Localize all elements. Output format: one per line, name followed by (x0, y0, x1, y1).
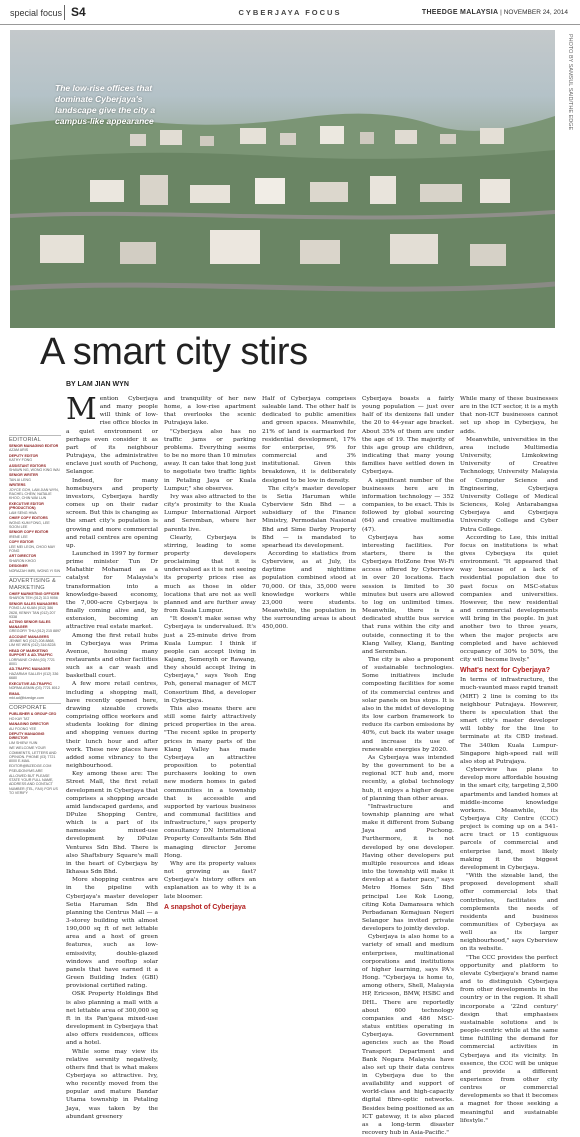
paragraph-text: ention Cyberjaya and many people will think of low-rise office blocks in a quiet environment or perhaps even consider it as part of its neighbour Putrajaya, the administrative enclave just south of Puchong, Selangor. (66, 396, 158, 476)
issue-date: NOVEMBER 24, 2014 (503, 9, 568, 16)
article-column-2 (164, 395, 256, 913)
article-paragraph: "Cyberjaya also has no traffic jams or parking problems. Everything seems to be no more than 10 minutes away. It can take that long just to negotiate two traffic lights in Petaling Jaya or Kuala Lumpur," she observes. (164, 428, 256, 492)
staff-name: IRENE LEE (9, 534, 28, 539)
staff-role: SENIOR SALES MANAGERS (9, 601, 58, 606)
staff-role: SENIOR WRITER (9, 473, 38, 478)
staff-role: EMAIL (9, 691, 21, 696)
staff-name: mkt.ad@bizedge.com (9, 695, 44, 700)
staff-name: GREGORY THU (012) 215 8897 (9, 629, 61, 634)
staff-role: ACCOUNT MANAGERS (9, 634, 49, 639)
staff-role: AD-TRAFFIC MANAGER (9, 667, 51, 672)
article-column-1 (66, 392, 158, 1121)
article-paragraph: Clearly, Cyberjaya is stirring, leading to some property developers proclaiming that it is undervalued as it is not seeing its property prices rise as much as those in older locations that are not as well planned and are further away from Kuala Lumpur. (164, 534, 256, 615)
subhead-whats-next: What's next for Cyberjaya? (460, 667, 550, 675)
article-paragraph: "Infrastructure and township planning are what make it different from Subang Jaya and Puchong. Furthermore, it is not developed by one developer. Having other developers put multiple resources and ideas into the township will make it develop at a faster pace," says Metro Homes Sdn Bhd principal Lee Kok Loong, citing Kota Damansara which Perbadanan Kemajuan Negeri Selangor has invited private developers to jointly develop. (362, 803, 454, 933)
staff-name: LAM SENG HWA (9, 510, 37, 515)
article-paragraph: In terms of infrastructure, the much-vaunted mass rapid transit (MRT) 2 line is coming to its neighbour Putrajaya. However, there is speculation that the smart city's master developer will lobby for the line to terminate at its CBD instead. The 340km Kuala Lumpur-Singapore high-speed rail will also stop at Putrajaya. (460, 677, 559, 765)
article-paragraph: Key among these are: The Street Mall, the first retail development in Cyberjaya that comprises a shopping arcade amid landscaped gardens, and DPulze Shopping Centre, which is a part of its namesake mixed-use development by DPulze Ventures Sdn Bhd. There is also Shaftsbury Square's mall in the heart of Cyberjaya by Ikhasas Sdn Bhd. (66, 771, 158, 876)
staff-role: ACTING SENIOR SALES MANAGER (9, 620, 51, 629)
staff-name: KATHY FONG (9, 458, 33, 463)
staff-name: SHARON KHOO (9, 558, 36, 563)
staff-name: FONG LAI KUAN (012) 386 2628, KENNY TAN (012) 207 9338 (9, 606, 56, 619)
sidebar-heading: ADVERTISING & MARKETING (9, 576, 61, 592)
staff-name: NORAZAH IMRI, WONG YI SIN (9, 568, 61, 573)
staff-role: PUBLISHER & GROUP CEO (9, 712, 57, 717)
article-column-3 (262, 395, 356, 632)
staff-role: EXECUTIVE AD-TRAFFIC (9, 681, 52, 686)
staff-name: JENNIE NG (012) 208 8868, LIM KE WEN (012) 316 8228 (9, 639, 56, 648)
staff-sidebar (9, 432, 61, 797)
article-headline: A smart city stirs (40, 331, 308, 373)
article-paragraph: According to statistics from Cyberview, as at July, its daytime and nighttime population combined stood at 70,000. Of this, 35,000 were knowledge workers while 23,000 were students. Meanwhile, the population in the surrounding areas is about 450,000. (262, 550, 356, 631)
aerial-scene (10, 30, 555, 328)
article-paragraph: "With the sizeable land, the proposed development shall offer commercial lots that contributes, facilitates and complements the needs of residents and business communities of Cyberjaya as well as its larger neighbourhood," says Cyberview on its website. (460, 873, 558, 953)
article-paragraph: While some may view its relative serenity negatively, others find that is what makes Cyberjaya so attractive. Ivy, who recently moved from the popular and mature Bandar Utama township in Petaling Jaya, was taken by the abundant greenery (66, 1048, 158, 1120)
staff-name: AZAM ARIS (9, 448, 29, 453)
photo-caption: The low-rise offices that dominate Cyberjaya's landscape give the city a campus-like appearance (55, 83, 156, 126)
article-paragraph: Why are its property values not growing as fast? Cyberjaya's history offers an explanation as to why it is a late bloomer. (164, 860, 256, 900)
subhead-snapshot: A snapshot of Cyberjaya (164, 903, 246, 911)
article-column-5 (460, 395, 558, 1125)
staff-role: EXECUTIVE EDITOR (PRODUCTION) (9, 501, 44, 511)
staff-role: SENIOR COPY EDITOR (9, 530, 49, 535)
article-paragraph: A few more retail centres, including a shopping mall, have recently opened here, drawing sizeable crowds comprising office workers and students looking for dining and shopping venues during their lunch hour and after work. These new places have added some vibrancy to the neighbourhood. (66, 681, 158, 770)
article-paragraph: OSK Property Holdings Bhd is also planning a mall with a net lettable area of 300,000 sq ft in its Pan'gaea mixed-use development in Cyberjaya that also offers residences, offices and a hotel. (66, 991, 158, 1047)
article-paragraph: Half of Cyberjaya comprises saleable land. The other half is dedicated to public amenities and green spaces. Meanwhile, 21% of land is earmarked for residential development, 17% for enterprise, 9% for commercial and 3% institutional. Given this breakdown, it is deliberately designed to be low in density. (262, 396, 356, 484)
focus-label: CYBERJAYA FOCUS (238, 8, 342, 17)
article-paragraph: According to Lee, this initial focus on institutions is what gives Cyberjaya its quiet environment. "It appeared that way because of a lack of residential population due to past focus on MSC-status companies and universities. However, the new residential and commercial developments will bring in the people. In just another two to three years, when the major projects are completed and have achieved occupancy of 30% to 50%, the city will become lively." (460, 534, 558, 663)
article-paragraph: While many of these businesses are in the ICT sector, it is a myth that non-ICT businesses cannot set up shop in Cyberjaya, he adds. (460, 396, 558, 435)
article-paragraph: Indeed, for many homebuyers and property investors, Cyberjaya hardly comes up on their radar screen. But this is changing as the smart city's population is growing and more commercial and retail centres are opening up. (66, 477, 158, 549)
article-paragraph: As Cyberjaya was intended by the government to be a regional ICT hub and, more recently, a global technology hub, it enjoys a higher degree of planning than other areas. (362, 754, 454, 802)
article-paragraph: Launched in 1997 by former prime minister Tun Dr Mahathir Mohamad as a catalyst for Malaysia's transformation into a knowledge-based economy, the 7,000-acre Cyberjaya is finally coming alive and, by extension, becoming an attractive real estate market. (66, 550, 158, 631)
article-paragraph: A significant number of the businesses here are in information technology — 352 companies, to be exact. This is followed by global sourcing (64) and creative multimedia (47). (362, 477, 454, 533)
staff-name: NORMA ASMIN (03) 7721 8012 (9, 686, 60, 691)
page-header (0, 0, 580, 25)
staff-role: MANAGING DIRECTOR (9, 722, 49, 727)
section-label: special focus (10, 8, 63, 18)
staff-name: TAN AI LENG (9, 477, 31, 482)
staff-name: PSEUDONYMS ARE ALLOWED BUT PLEASE STATE YOUR FULL NAME, ADDRESS AND CONTACT NUMBER (TEL, FAX) FOR US TO VERIFY (9, 769, 58, 796)
township-aerial-photo (10, 30, 555, 328)
staff-role: DESIGNER (9, 564, 28, 569)
sidebar-heading: CORPORATE (9, 703, 61, 712)
article-paragraph: "It doesn't make sense why Cyberjaya is undervalued. It's just a 25-minute drive from Kuala Lumpur. I think if people can accept living in Kajang, Semenyih or Rawang, they should accept living in Cyberjaya," says Yeoh Eng Poh, general manager of MCT Consortium Bhd, a developer in Cyberjaya. (164, 616, 256, 704)
staff-name: HO KAY TAT (9, 716, 30, 721)
article-paragraph: Cyberjaya boasts a fairly young population — just over half of its denizens fall under the 20 to 44-year age bracket. About 35% of them are under the age of 19. The majority of this age group are children, indicating that many young families have settled down in Cyberjaya. (362, 396, 454, 476)
article-paragraph: "The CCC provides the perfect opportunity and platform to elevate Cyberjaya's brand name and to distinguish Cyberjaya from other developments in the country or in the region. It shall incorporate a '22nd century' design that emphasises sustainable solutions and is people-centric while at the same time fulfilling the demand for commercial activities in Cyberjaya and its vicinity. In essence, the CCC will be unique and provide a different experience from other city centres or commercial developments so that it becomes a magnet for those seeking a meaningful and sustainable lifestyle." (460, 954, 558, 1124)
staff-role: SENIOR MANAGING EDITOR (9, 444, 59, 448)
staff-name: JOYCE GOH, LAM JIAN WYN, RACHEL CHEW, NATALIE KHOO, CHIN WAI LUN (9, 487, 59, 501)
photo-credit: PHOTO BY SAMSUL SAID/THE EDGE (567, 34, 573, 131)
staff-role: ASSISTANT EDITORS (9, 463, 47, 468)
publication-line: THEEDGE MALAYSIA | NOVEMBER 24, 2014 (421, 9, 568, 16)
article-paragraph: The city is also a proponent of sustainable technologies. Some initiatives include composting facilities for some of its commercial centres and solar panels on bus stops. It is also in the midst of developing its low carbon framework to reduce its carbon emissions by 40%, cut back its water usage and increase its use of renewable energies by 2020. (362, 657, 454, 753)
article-paragraph (66, 392, 158, 477)
article-paragraph: More shopping centres are in the pipeline with Cyberjaya's master developer Setia Haruman Sdn Bhd planning the Centrus Mall — a 3-storey building with almost 190,000 sq ft of net lettable area and a host of green features, such as low-emissivity, double-glazed windows and rooftop solar panels that have earned it a Green Building Index (GBI) provisional certified rating. (66, 877, 158, 990)
article-byline: BY LAM JIAN WYN (66, 381, 129, 388)
staff-name: LIM SHIEW YUIN (9, 740, 38, 745)
staff-name: WONG KUM FONG, LEE SOON LEE (9, 520, 50, 529)
staff-role: DEPUTY EDITOR (9, 453, 39, 458)
article-paragraph: Cyberjaya is also home to a variety of small and medium enterprises, multinational corporations and institutions of higher learning, says PA's Hong. "Cyberjaya is home to, among others, Shell, Malaysia HP, Ericsson, BMW, HSBC and DHL. There are reportedly about 600 technology companies and 486 MSC-status entities operating in Cyberjaya. Government agencies such as the Road Transport Department and Bank Negara Malaysia have also set up their data centres in Cyberjaya due to the availability and support of world-class and high-capacity digital fibre-optic networks. Besides being positioned as an ICT gateway, it is also placed as a long-term disaster recovery hub in Asia-Pacific." (362, 934, 454, 1137)
staff-role: CHIEF COPY EDITORS (9, 516, 48, 521)
article-paragraph: The city's master developer is Setia Haruman while Cyberview Sdn Bhd — a subsidiary of the Finance Ministry, Permodalan Nasional Bhd and Sime Darby Property Bhd — is mandated to spearhead its development. (262, 485, 356, 549)
sidebar-heading: EDITORIAL (9, 435, 61, 444)
article-paragraph: Cyberview has plans to develop more affordable housing in the smart city, targeting 2,500 apartments and landed homes at middle-income knowledge workers. Meanwhile, its Cyberjaya City Centre (CCC) project is coming up on a 541-acre tract or 15 contiguous parcels of commercial and enterprise land, most likely making it the biggest development in Cyberjaya. (460, 767, 558, 871)
article-paragraph: Meanwhile, universities in the area include Multimedia University, Limkokwing University of Creative Technology, University Malaysia of Computer Science and Engineering, Cyberjaya University College of Medical Sciences, Kolej Antarabangsa Cyberjaya and Cyberjaya University College and Cyber Putra College. (460, 436, 558, 533)
publication-name: THEEDGE MALAYSIA (421, 9, 499, 16)
article-paragraph: This also means there are still some fairly attractively priced properties in the area. "The recent spike in property prices in many parts of the Klang Valley has made Cyberjaya an attractive proposition to potential purchasers looking to own new modern homes in gated communities in a township that is accessible and supported by various business and communal facilities and infrastructure," says property consultancy DN International Property Consultants Sdn Bhd managing director Jerome Hong. (164, 705, 256, 859)
staff-name: SHARON TEH (012) 313 9056 (9, 596, 58, 601)
staff-role: WRITERS (9, 483, 26, 488)
section-number: S4 (71, 5, 86, 19)
article-paragraph: Cyberjaya has some interesting facilities. For starters, there is the Cyberjaya HotZone free Wi-Fi access offered by Cyberview in over 20 locations. Each session is limited to 30 minutes but users are allowed to log on unlimited times. Meanwhile, there is a dedicated shuttle bus service that runs within the city and outside, connecting it to the Klang Valley, Klang, Banting and Seremban. (362, 534, 454, 655)
staff-name: SHAWN NG, WONG KING WAI (9, 468, 60, 473)
staff-role: ART DIRECTOR (9, 554, 37, 559)
staff-name: HAZARIAH SALLEH (012) 336 6680 (9, 671, 59, 681)
staff-role: DEPUTY MANAGING DIRECTOR (9, 731, 45, 741)
staff-name: AU FOONG YEE (9, 726, 37, 731)
staff-role: COPY EDITOR (9, 540, 34, 545)
staff-role: CHIEF MARKETING OFFICER (9, 591, 60, 596)
drop-cap: M (66, 392, 97, 427)
article-column-4 (362, 395, 454, 1137)
article-paragraph: and tranquility of her new home, a low-rise apartment that overlooks the scenic Putrajaya lake. (164, 396, 256, 427)
staff-name: WE WELCOME YOUR COMMENTS, LETTERS AND OPINION. PHONE (03) 7721 8000 E-MAIL EDITOR@BIZEDGE.COM (9, 746, 57, 768)
article-paragraph: Ivy was also attracted to the city's proximity to the Kuala Lumpur International Airport and Seremban, where her parents live. (164, 493, 256, 533)
article-paragraph: Among the first retail hubs in Cyberjaya was Prima Avenue, housing many restaurants and other facilities such as a car wash and basketball court. (66, 632, 158, 680)
staff-name: LORRAINE CHAN (03) 7721 8001 (9, 657, 55, 667)
staff-name: LEE MEI LEON, CHOO MAY FONG (9, 544, 56, 553)
staff-role: HEAD OF MARKETING SUPPORT & AD-TRAFFIC (9, 648, 53, 658)
